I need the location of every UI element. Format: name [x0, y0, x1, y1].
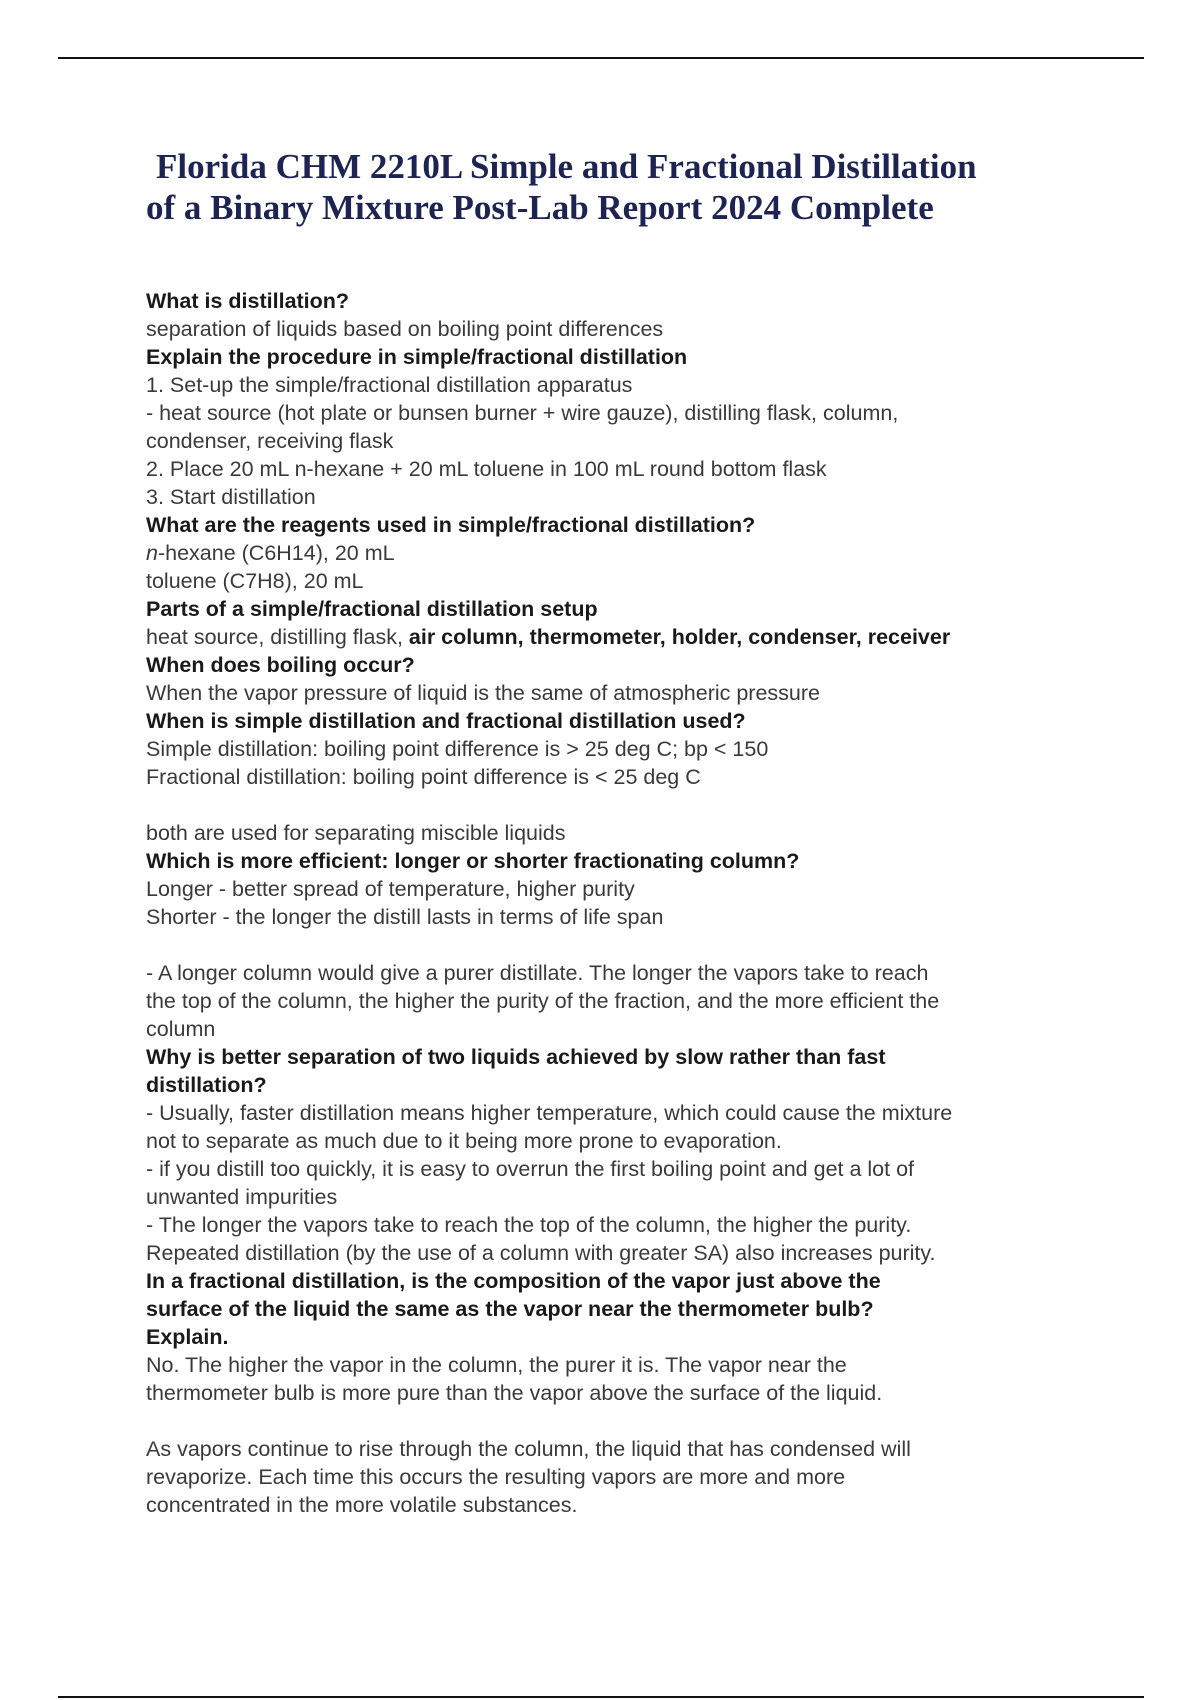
answer-line: column: [146, 1017, 216, 1041]
answer-text: -hexane (C6H14), 20 mL: [157, 541, 395, 565]
answer-line: - A longer column would give a purer distillate. The longer the vapors take to reach: [146, 961, 929, 985]
question-heading: distillation?: [146, 1073, 267, 1097]
question-heading: surface of the liquid the same as the vapor near the thermometer bulb?: [146, 1297, 874, 1321]
top-rule: [58, 57, 1144, 59]
blank-line: [146, 791, 1076, 819]
title-line-2: of a Binary Mixture Post-Lab Report 2024 Complete: [146, 188, 934, 227]
bottom-rule: [58, 1696, 1144, 1698]
answer-line: - heat source (hot plate or bunsen burner + wire gauze), distilling flask, column,: [146, 401, 899, 425]
answer-bold-text: air column, thermometer, holder, condenser, receiver: [408, 625, 951, 649]
document-body: [146, 287, 1076, 1519]
answer-line: Repeated distillation (by the use of a column with greater SA) also increases purity.: [146, 1241, 936, 1265]
title-line-1: Florida CHM 2210L Simple and Fractional Distillation: [156, 147, 977, 186]
question-heading: Parts of a simple/fractional distillation setup: [146, 597, 598, 621]
answer-line: Longer - better spread of temperature, higher purity: [146, 877, 635, 901]
question-heading: What are the reagents used in simple/fractional distillation?: [146, 513, 756, 537]
answer-line: revaporize. Each time this occurs the resulting vapors are more and more: [146, 1465, 846, 1489]
answer-line: 2. Place 20 mL n-hexane + 20 mL toluene in 100 mL round bottom flask: [146, 457, 827, 481]
answer-line: condenser, receiving flask: [146, 429, 394, 453]
answer-line: Shorter - the longer the distill lasts in terms of life span: [146, 905, 664, 929]
question-heading: What is distillation?: [146, 289, 350, 313]
question-heading: In a fractional distillation, is the composition of the vapor just above the: [146, 1269, 881, 1293]
question-heading: When does boiling occur?: [146, 653, 415, 677]
answer-line: As vapors continue to rise through the column, the liquid that has condensed will: [146, 1437, 911, 1461]
answer-line: - Usually, faster distillation means higher temperature, which could cause the mixture: [146, 1101, 953, 1125]
question-heading: Why is better separation of two liquids achieved by slow rather than fast: [146, 1045, 886, 1069]
answer-line: both are used for separating miscible liquids: [146, 821, 566, 845]
answer-line: the top of the column, the higher the purity of the fraction, and the more efficient the: [146, 989, 940, 1013]
answer-line: [146, 539, 1076, 567]
answer-line: unwanted impurities: [146, 1185, 338, 1209]
answer-line: - if you distill too quickly, it is easy to overrun the first boiling point and get a lot of: [146, 1157, 915, 1181]
italic-prefix: n: [146, 541, 158, 565]
blank-line: [146, 931, 1076, 959]
question-heading: Explain.: [146, 1325, 229, 1349]
answer-line: toluene (C7H8), 20 mL: [146, 569, 364, 593]
answer-line: Fractional distillation: boiling point difference is < 25 deg C: [146, 765, 701, 789]
blank-line: [146, 1407, 1076, 1435]
question-heading: Explain the procedure in simple/fractional distillation: [146, 345, 688, 369]
answer-line: 1. Set-up the simple/fractional distillation apparatus: [146, 373, 633, 397]
answer-line: When the vapor pressure of liquid is the same of atmospheric pressure: [146, 681, 820, 705]
page-title: [146, 146, 1106, 228]
answer-line: Simple distillation: boiling point difference is > 25 deg C; bp < 150: [146, 737, 769, 761]
answer-line: thermometer bulb is more pure than the vapor above the surface of the liquid.: [146, 1381, 883, 1405]
answer-line: separation of liquids based on boiling point differences: [146, 317, 664, 341]
answer-line: not to separate as much due to it being more prone to evaporation.: [146, 1129, 782, 1153]
answer-line: No. The higher the vapor in the column, the purer it is. The vapor near the: [146, 1353, 847, 1377]
question-heading: When is simple distillation and fractional distillation used?: [146, 709, 746, 733]
answer-line: concentrated in the more volatile substances.: [146, 1493, 578, 1517]
answer-line: - The longer the vapors take to reach the top of the column, the higher the purity.: [146, 1213, 912, 1237]
answer-line: [146, 623, 1076, 651]
answer-line: 3. Start distillation: [146, 485, 316, 509]
answer-text: heat source, distilling flask,: [146, 625, 409, 649]
question-heading: Which is more efficient: longer or shorter fractionating column?: [146, 849, 800, 873]
